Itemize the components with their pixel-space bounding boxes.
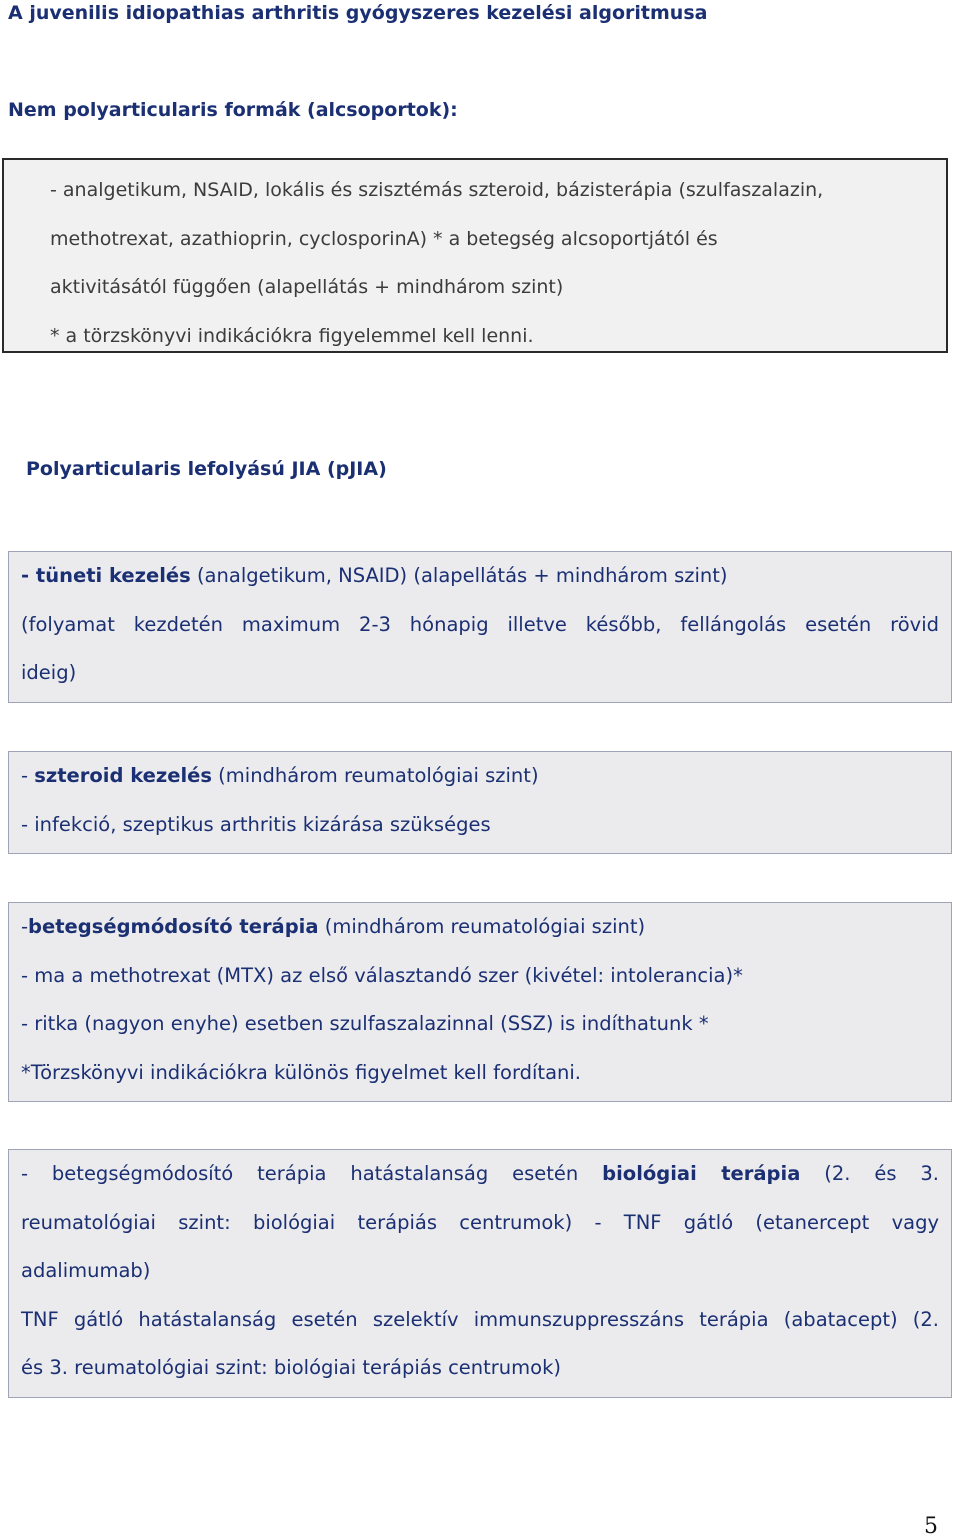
dmard-bold: betegségmódosító terápia [28, 915, 319, 938]
symptomatic-treatment-box [8, 551, 952, 703]
dmard-line-1 [21, 903, 939, 952]
steroid-bold: szteroid kezelés [34, 764, 212, 787]
steroid-treatment-box [8, 751, 952, 854]
symptomatic-line-1 [21, 552, 939, 601]
nonpoly-line: aktivitásától függően (alapellátás + mindhárom szint) [50, 276, 564, 298]
biologic-line-3: adalimumab) [21, 1259, 151, 1282]
biologic-therapy-box [8, 1149, 952, 1398]
symptomatic-bold: - tüneti kezelés [21, 564, 191, 587]
nonpoly-line: * a törzskönyvi indikációkra figyelemmel kell lenni. [50, 324, 534, 347]
page-title: A juvenilis idiopathias arthritis gyógyszeres kezelési algoritmusa [8, 2, 708, 24]
steroid-prefix: - [21, 764, 35, 787]
symptomatic-line-3: ideig) [21, 661, 77, 684]
symptomatic-line-2: (folyamat kezdetén maximum 2-3 hónapig illetve később, fellángolás esetén rövid [21, 612, 939, 636]
dmard-rest: (mindhárom reumatológiai szint) [318, 915, 646, 938]
poly-heading: Polyarticularis lefolyású JIA (pJIA) [26, 458, 387, 480]
biologic-line-4: TNF gátló hatástalanság esetén szelektív immunszuppresszáns terápia (abatacept) (2. [21, 1307, 939, 1331]
steroid-line-1 [21, 752, 939, 801]
biologic-prefix: - betegségmódosító terápia hatástalanság esetén [21, 1162, 603, 1185]
nonpoly-line: methotrexat, azathioprin, cyclosporinA) * a betegség alcsoportjától és [50, 227, 718, 250]
biologic-line-1 [21, 1150, 939, 1199]
dmard-line-3: - ritka (nagyon enyhe) esetben szulfaszalazinnal (SSZ) is indíthatunk * [21, 1012, 709, 1035]
page-number: 5 [924, 1514, 938, 1539]
biologic-line-2: reumatológiai szint: biológiai terápiás centrumok) - TNF gátló (etanercept vagy [21, 1210, 939, 1234]
biologic-line-5: és 3. reumatológiai szint: biológiai terápiás centrumok) [21, 1356, 561, 1379]
dmard-line-4: *Törzskönyvi indikációkra különös figyelmet kell fordítani. [21, 1060, 581, 1084]
nonpoly-box [2, 158, 948, 353]
dmard-therapy-box [8, 902, 952, 1102]
nonpoly-heading: Nem polyarticularis formák (alcsoportok): [8, 99, 458, 121]
steroid-line-2: - infekció, szeptikus arthritis kizárása szükséges [21, 812, 491, 836]
dmard-prefix: - [21, 915, 29, 938]
biologic-bold: biológiai terápia [602, 1162, 801, 1185]
dmard-line-2: - ma a methotrexat (MTX) az első választandó szer (kivétel: intolerancia)* [21, 963, 743, 987]
steroid-rest: (mindhárom reumatológiai szint) [211, 764, 539, 787]
symptomatic-rest: (analgetikum, NSAID) (alapellátás + mindhárom szint) [190, 564, 728, 587]
nonpoly-line: - analgetikum, NSAID, lokális és szisztémás szteroid, bázisterápia (szulfaszalazin, [50, 179, 824, 201]
biologic-rest: (2. és 3. [800, 1162, 939, 1185]
